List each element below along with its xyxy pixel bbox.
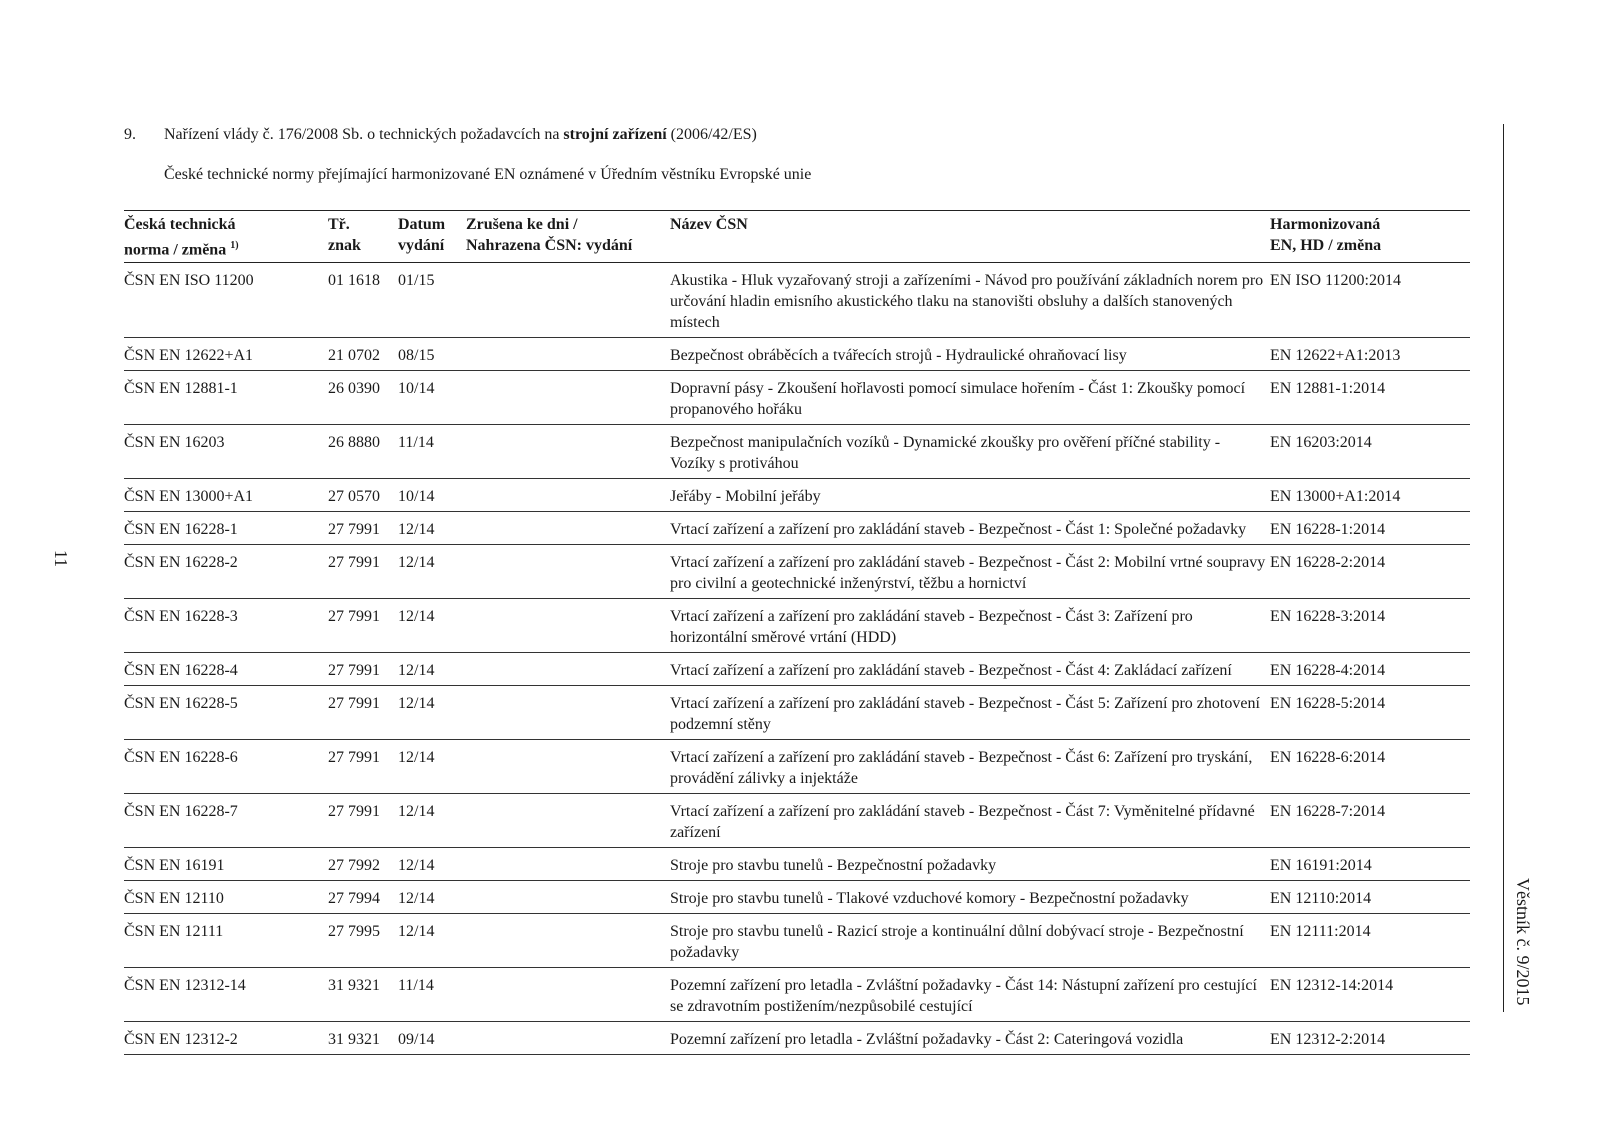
cell-harm: EN 16228-4:2014 [1270, 662, 1386, 680]
cell-zrusena [466, 263, 670, 338]
cell-norma: ČSN EN 12622+A1 [124, 347, 254, 365]
cell-nazev: Jeřáby - Mobilní jeřáby [670, 488, 821, 506]
header-harmonizovana: Harmonizovaná EN, HD / změna [1270, 216, 1382, 254]
cell-tr: 27 7995 [328, 923, 380, 941]
cell-norma: ČSN EN 13000+A1 [124, 488, 254, 506]
cell-tr: 27 7991 [328, 521, 380, 539]
cell-nazev: Vrtací zařízení a zařízení pro zakládání staveb - Bezpečnost - Část 7: Vyměnitelné přídavné zařízení [670, 803, 1255, 842]
cell-harm: EN 16228-7:2014 [1270, 803, 1386, 821]
table-row [124, 479, 1470, 512]
table-row [124, 425, 1470, 479]
cell-zrusena [466, 479, 670, 512]
cell-zrusena [466, 881, 670, 914]
cell-datum: 10/14 [398, 380, 435, 398]
table-row [124, 512, 1470, 545]
cell-harm: EN 12312-2:2014 [1270, 1031, 1386, 1049]
cell-datum: 12/14 [398, 923, 435, 941]
cell-norma: ČSN EN 16228-3 [124, 608, 238, 626]
cell-zrusena [466, 686, 670, 740]
cell-tr: 21 0702 [328, 347, 380, 365]
cell-tr: 27 7991 [328, 662, 380, 680]
cell-tr: 26 0390 [328, 380, 380, 398]
cell-nazev: Pozemní zařízení pro letadla - Zvláštní požadavky - Část 2: Cateringová vozidla [670, 1031, 1184, 1049]
table-row [124, 545, 1470, 599]
header-datum: Datum vydání [398, 216, 446, 254]
cell-datum: 12/14 [398, 749, 435, 767]
cell-zrusena [466, 794, 670, 848]
cell-nazev: Bezpečnost manipulačních vozíků - Dynamické zkoušky pro ověření příčné stability - Vozíky s protiváhou [670, 434, 1221, 473]
cell-harm: EN 12110:2014 [1270, 890, 1372, 908]
table-row [124, 599, 1470, 653]
cell-zrusena [466, 545, 670, 599]
cell-zrusena [466, 740, 670, 794]
cell-nazev: Vrtací zařízení a zařízení pro zakládání staveb - Bezpečnost - Část 6: Zařízení pro tryskání, provádění zálivky a injektáže [670, 749, 1253, 788]
header-trida: Tř. znak [328, 216, 361, 254]
cell-harm: EN 16228-1:2014 [1270, 521, 1386, 539]
cell-datum: 08/15 [398, 347, 435, 365]
heading-prefix: Nařízení vlády č. 176/2008 Sb. o technických požadavcích na [164, 126, 564, 143]
cell-norma: ČSN EN 16191 [124, 857, 225, 875]
cell-datum: 01/15 [398, 272, 435, 290]
cell-datum: 12/14 [398, 695, 435, 713]
cell-zrusena [466, 848, 670, 881]
table-header-row [124, 211, 1470, 263]
cell-zrusena [466, 1022, 670, 1055]
cell-tr: 27 7994 [328, 890, 380, 908]
cell-norma: ČSN EN 16228-1 [124, 521, 238, 539]
header-nazev: Název ČSN [670, 216, 748, 233]
cell-norma: ČSN EN 16228-7 [124, 803, 238, 821]
cell-norma: ČSN EN 12881-1 [124, 380, 238, 398]
cell-zrusena [466, 653, 670, 686]
cell-tr: 27 0570 [328, 488, 380, 506]
cell-norma: ČSN EN 16228-5 [124, 695, 238, 713]
cell-datum: 12/14 [398, 662, 435, 680]
cell-harm: EN 13000+A1:2014 [1270, 488, 1401, 506]
cell-harm: EN 16228-3:2014 [1270, 608, 1386, 626]
cell-norma: ČSN EN ISO 11200 [124, 272, 254, 290]
cell-tr: 27 7991 [328, 554, 380, 572]
cell-harm: EN 16228-2:2014 [1270, 554, 1386, 572]
cell-harm: EN 12622+A1:2013 [1270, 347, 1401, 365]
cell-norma: ČSN EN 12110 [124, 890, 224, 908]
cell-norma: ČSN EN 16203 [124, 434, 225, 452]
cell-datum: 12/14 [398, 803, 435, 821]
cell-nazev: Vrtací zařízení a zařízení pro zakládání staveb - Bezpečnost - Část 4: Zakládací zařízení [670, 662, 1232, 680]
cell-harm: EN 16228-6:2014 [1270, 749, 1386, 767]
cell-nazev: Vrtací zařízení a zařízení pro zakládání staveb - Bezpečnost - Část 3: Zařízení pro horizontální směrové vrtání (HDD) [670, 608, 1193, 647]
cell-nazev: Pozemní zařízení pro letadla - Zvláštní požadavky - Část 14: Nástupní zařízení pro cestující se zdravotním postižením/nezpůsobilé cestující [670, 977, 1257, 1016]
page-number: 11 [51, 549, 72, 568]
cell-nazev: Vrtací zařízení a zařízení pro zakládání staveb - Bezpečnost - Část 2: Mobilní vrtné soupravy pro civilní a geotechnické inženýrství, těžbu a hornictví [670, 554, 1266, 593]
cell-nazev: Vrtací zařízení a zařízení pro zakládání staveb - Bezpečnost - Část 1: Společné požadavky [670, 521, 1247, 539]
cell-harm: EN 12111:2014 [1270, 923, 1371, 941]
table-row [124, 740, 1470, 794]
cell-zrusena [466, 338, 670, 371]
cell-zrusena [466, 512, 670, 545]
cell-nazev: Stroje pro stavbu tunelů - Tlakové vzduchové komory - Bezpečnostní požadavky [670, 890, 1189, 908]
table-row [124, 881, 1470, 914]
cell-harm: EN 12312-14:2014 [1270, 977, 1394, 995]
table-row [124, 338, 1470, 371]
table-row [124, 1022, 1470, 1055]
header-norma: Česká technická norma / změna $^{1)}$ [124, 216, 239, 259]
cell-zrusena [466, 371, 670, 425]
cell-nazev: Dopravní pásy - Zkoušení hořlavosti pomocí simulace hořením - Část 1: Zkoušky pomocí propanového hořáku [670, 380, 1246, 419]
side-rule [1503, 124, 1504, 1012]
standards-table [124, 210, 1470, 1055]
cell-nazev: Stroje pro stavbu tunelů - Razicí stroje a kontinuální důlní dobývací stroje - Bezpečnostní požadavky [670, 923, 1244, 962]
cell-harm: EN 12881-1:2014 [1270, 380, 1386, 398]
cell-datum: 12/14 [398, 890, 435, 908]
cell-datum: 12/14 [398, 857, 435, 875]
header-zrusena: Zrušena ke dni / Nahrazena ČSN: vydání [466, 216, 633, 254]
cell-datum: 11/14 [398, 434, 434, 452]
cell-zrusena [466, 914, 670, 968]
cell-harm: EN 16203:2014 [1270, 434, 1372, 452]
cell-zrusena [466, 425, 670, 479]
cell-zrusena [466, 968, 670, 1022]
cell-tr: 26 8880 [328, 434, 380, 452]
cell-norma: ČSN EN 16228-4 [124, 662, 238, 680]
cell-datum: 11/14 [398, 977, 434, 995]
table-row [124, 848, 1470, 881]
cell-tr: 27 7991 [328, 749, 380, 767]
cell-tr: 27 7991 [328, 608, 380, 626]
cell-datum: 12/14 [398, 521, 435, 539]
cell-nazev: Vrtací zařízení a zařízení pro zakládání staveb - Bezpečnost - Část 5: Zařízení pro zhotovení podzemní stěny [670, 695, 1260, 734]
table-row [124, 371, 1470, 425]
cell-tr: 27 7991 [328, 695, 380, 713]
section-subheading: České technické normy přejímající harmonizované EN oznámené v Úředním věstníku Evropské unie [164, 166, 812, 183]
cell-tr: 01 1618 [328, 272, 380, 290]
table-row [124, 653, 1470, 686]
cell-norma: ČSN EN 12111 [124, 923, 224, 941]
cell-datum: 12/14 [398, 608, 435, 626]
table-row [124, 263, 1470, 338]
journal-side-label: Věstník č. 9/2015 [1513, 878, 1533, 1006]
cell-norma: ČSN EN 16228-6 [124, 749, 238, 767]
cell-tr: 27 7991 [328, 803, 380, 821]
cell-harm: EN 16191:2014 [1270, 857, 1372, 875]
cell-norma: ČSN EN 12312-2 [124, 1031, 238, 1049]
cell-datum: 12/14 [398, 554, 435, 572]
section-number: 9. [124, 126, 136, 143]
table-row [124, 968, 1470, 1022]
table-row [124, 686, 1470, 740]
cell-datum: 09/14 [398, 1031, 435, 1049]
cell-tr: 31 9321 [328, 977, 380, 995]
cell-nazev: Bezpečnost obráběcích a tvářecích strojů - Hydraulické ohraňovací lisy [670, 347, 1127, 365]
cell-norma: ČSN EN 12312-14 [124, 977, 246, 995]
cell-norma: ČSN EN 16228-2 [124, 554, 238, 572]
section-heading [124, 126, 757, 144]
cell-harm: EN 16228-5:2014 [1270, 695, 1386, 713]
cell-tr: 27 7992 [328, 857, 380, 875]
cell-nazev: Stroje pro stavbu tunelů - Bezpečnostní požadavky [670, 857, 997, 875]
heading-suffix: (2006/42/ES) [666, 126, 757, 143]
cell-tr: 31 9321 [328, 1031, 380, 1049]
cell-datum: 10/14 [398, 488, 435, 506]
table-row [124, 794, 1470, 848]
cell-zrusena [466, 599, 670, 653]
cell-nazev: Akustika - Hluk vyzařovaný stroji a zařízeními - Návod pro používání základních norem pro určování hladin emisního akustického tlaku na stanovišti obsluhy a dalších stanovených místech [670, 272, 1264, 332]
table-row [124, 914, 1470, 968]
cell-harm: EN ISO 11200:2014 [1270, 272, 1401, 290]
heading-bold: strojní zařízení [563, 126, 667, 143]
